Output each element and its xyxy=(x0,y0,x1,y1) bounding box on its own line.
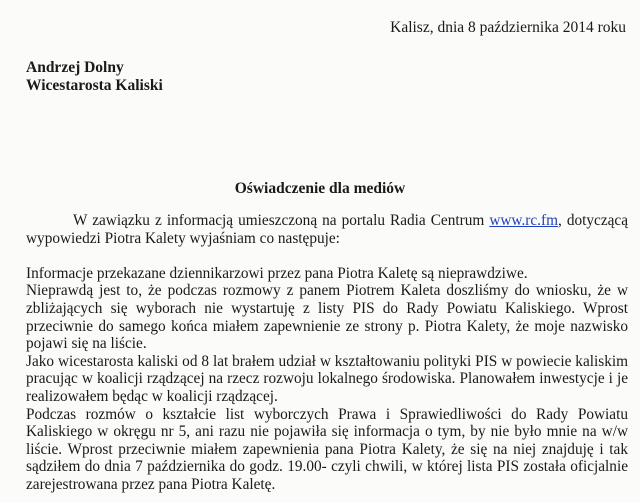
body-paragraph-4: Podczas rozmów o kształcie list wyborczych Prawa i Sprawiedliwości do Rady Powiatu Kaliskiego w okręgu nr 5, ani razu nie pojawiła się informacja o tym, by nie było mnie na w/w liście. Wprost przeciwnie miałem zapewnienia pana Piotra Kalety, że się na niej znajduję i tak sądziłem do dnia 7 października do godz. 19.00- czyli chwili, w której lista PIS została oficjalnie zarejestrowana przez pana Piotra Kaletę. xyxy=(26,405,628,493)
document-heading: Oświadczenie dla mediów xyxy=(234,180,406,197)
sender-block xyxy=(26,59,163,95)
intro-text-after-link: , dotyczącą wypowiedzi Piotra Kalety wyjaśniam co następuje: xyxy=(26,212,628,247)
sender-name: Andrzej Dolny xyxy=(26,59,124,76)
sender-title: Wicestarosta Kaliski xyxy=(26,77,163,94)
document-body xyxy=(26,212,628,494)
body-paragraph-1: Informacje przekazane dziennikarzowi przez pana Piotra Kaletę są nieprawdziwe. xyxy=(26,264,528,282)
intro-text-before-link: W zawiązku z informacją umieszczoną na portalu Radia Centrum xyxy=(73,212,490,229)
place-date-line: Kalisz, dnia 8 października 2014 roku xyxy=(390,19,626,36)
body-paragraph-2: Nieprawdą jest to, że podczas rozmowy z panem Piotrem Kaleta doszliśmy do wniosku, że w zbliżających się wyborach nie wystartuję z listy PIS do Rady Powiatu Kaliskiego. Wprost przeciwnie do samego końca miałem zapewnienie ze strony p. Piotra Kalety, że moje nazwisko pojawi się na liście. xyxy=(26,282,628,353)
body-paragraph-3: Jako wicestarosta kaliski od 8 lat brałem udział w kształtowaniu polityki PIS w powiecie kaliskim pracując w koalicji rządzącej na rzecz rozwoju lokalnego środowiska. Planowałem inwestycje i je realizowałem będąc w koalicji rządzącej. xyxy=(26,352,628,405)
radio-centrum-link[interactable]: www.rc.fm xyxy=(489,212,558,229)
intro-paragraph xyxy=(26,212,628,247)
